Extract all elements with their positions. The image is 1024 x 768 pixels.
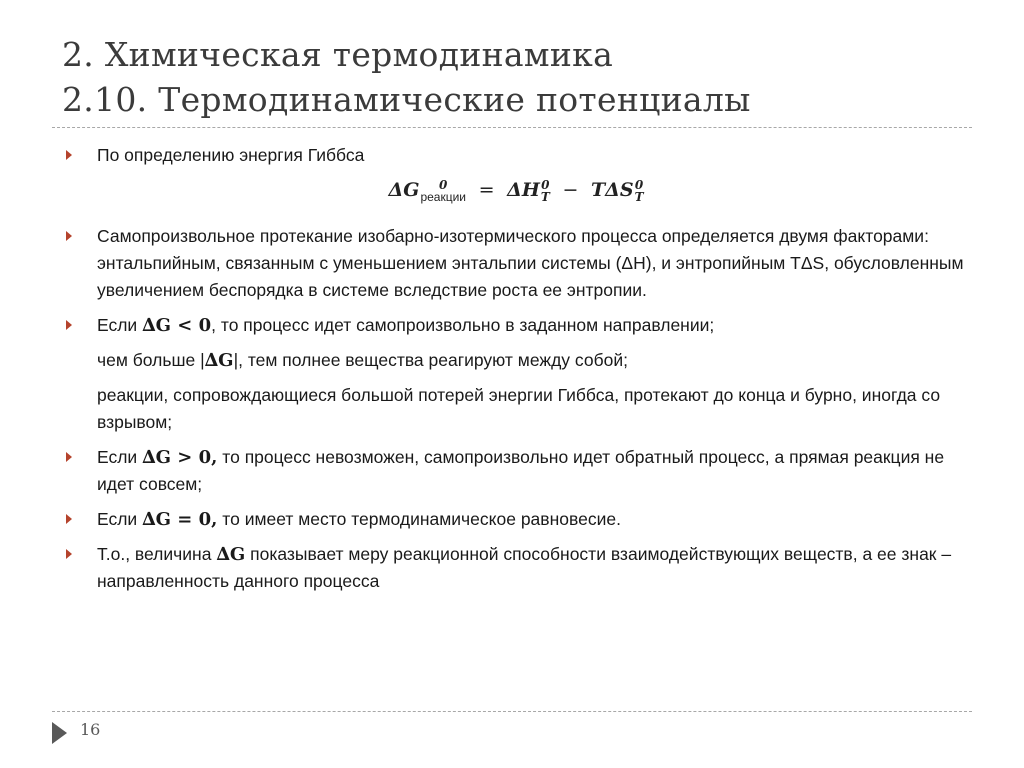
sub-text: реакции, сопровождающиеся большой потерей энергии Гиббса, протекают до конца и бурно, иногда со взрывом; — [97, 385, 941, 432]
formula-expression — [388, 177, 643, 204]
sub-text-pre: чем больше | — [97, 350, 205, 370]
delta-g-math: ∆G — [216, 544, 246, 565]
bullet-item — [66, 444, 966, 498]
bullet-arrow-icon — [66, 231, 72, 241]
delta-g-math: ∆G > 0, — [142, 447, 218, 468]
formula-lhs-sub: реакции — [420, 190, 466, 204]
sub-text-post: |, тем полнее вещества реагируют между собой; — [233, 350, 628, 370]
gibbs-formula — [66, 177, 966, 211]
formula-enthalpy-sup: 0 — [541, 178, 550, 192]
formula-enthalpy-sub: T — [540, 190, 550, 204]
bullet-text-post: показывает меру реакционной способности взаимодействующих веществ, а ее знак – направленность данного процесса — [97, 544, 952, 591]
bullet-arrow-icon — [66, 514, 72, 524]
bullet-text: Самопроизвольное протекание изобарно-изотермического процесса определяется двумя факторами: энтальпийным, связанным с уменьшением энтальпии системы (ΔH), и энтропийным TΔS, обусловленным увеличением беспорядка в системе вследствие роста ее энтропии. — [97, 226, 964, 300]
slide-content — [66, 142, 966, 603]
sub-paragraph — [66, 382, 966, 436]
formula-equals: = — [478, 179, 495, 201]
bullet-arrow-icon — [66, 452, 72, 462]
bullet-text-post: то имеет место термодинамическое равновесие. — [217, 509, 621, 529]
bullet-text-post: , то процесс идет самопроизвольно в заданном направлении; — [211, 315, 715, 335]
bullet-item — [66, 541, 966, 595]
sub-paragraph — [66, 347, 966, 374]
formula-entropy: TΔS — [590, 179, 634, 201]
title-line-1: 2. Химическая термодинамика — [62, 35, 614, 74]
delta-g-math: ∆G — [204, 350, 234, 371]
delta-g-math: ∆G < 0 — [142, 315, 212, 336]
delta-g-math: ∆G = 0, — [142, 509, 218, 530]
formula-entropy-sup: 0 — [634, 178, 644, 192]
bullet-item — [66, 312, 966, 339]
bullet-text-pre: Т.о., величина — [97, 544, 217, 564]
page-number: 16 — [80, 720, 101, 739]
bullet-item — [66, 506, 966, 533]
bullet-text-pre: Если — [97, 509, 143, 529]
bullet-text-pre: Если — [97, 447, 143, 467]
title-line-2: 2.10. Термодинамические потенциалы — [62, 80, 751, 119]
formula-entropy-sub: T — [634, 190, 644, 204]
slide-title — [62, 32, 982, 122]
formula-enthalpy: ΔH — [507, 179, 540, 201]
bullet-arrow-icon — [66, 150, 72, 160]
bullet-text-post: то процесс невозможен, самопроизвольно идет обратный процесс, а прямая реакция не идет совсем; — [97, 447, 945, 494]
footer-arrow-icon — [52, 722, 67, 744]
bullet-arrow-icon — [66, 320, 72, 330]
footer-divider — [52, 711, 972, 712]
formula-minus: − — [562, 179, 579, 201]
bullet-item — [66, 223, 966, 304]
bullet-arrow-icon — [66, 549, 72, 559]
formula-lhs: ΔG — [388, 179, 420, 201]
bullet-text: По определению энергия Гиббса — [97, 145, 365, 165]
formula-lhs-sup: 0 — [439, 178, 448, 192]
bullet-item — [66, 142, 966, 169]
title-divider — [52, 127, 972, 128]
bullet-text-pre: Если — [97, 315, 143, 335]
